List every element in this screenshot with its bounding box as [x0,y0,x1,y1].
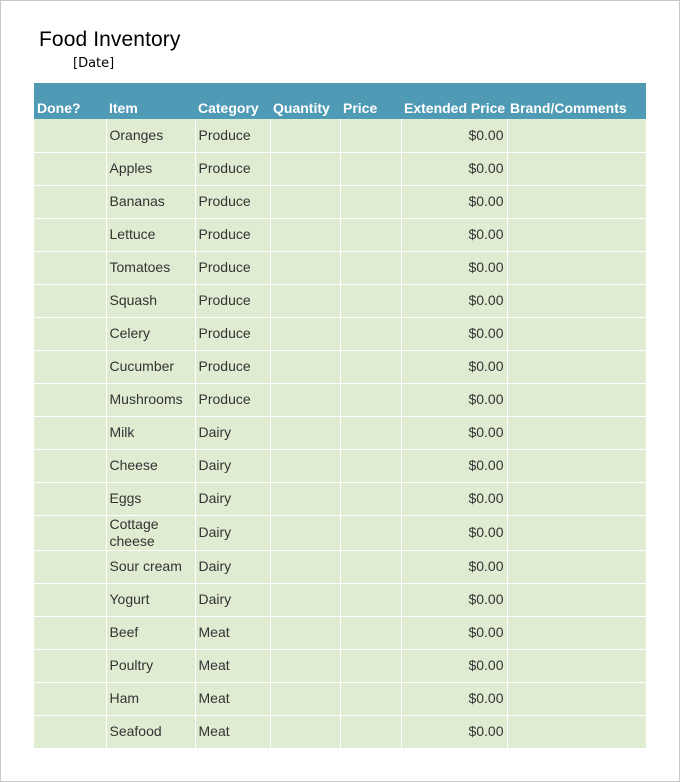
cell-price[interactable] [340,715,401,748]
table-row [34,152,646,185]
cell-quantity[interactable] [270,682,340,715]
cell-price[interactable] [340,185,401,218]
cell-quantity[interactable] [270,583,340,616]
header-done[interactable]: Done? [37,100,81,116]
date-field[interactable]: [Date] [73,56,115,71]
cell-price[interactable] [340,550,401,583]
cell-category[interactable]: Meat [195,649,270,682]
cell-category[interactable]: Produce [195,284,270,317]
cell-brand-comments[interactable] [507,550,646,583]
cell-category[interactable]: Produce [195,317,270,350]
cell-price[interactable] [340,251,401,284]
header-item[interactable]: Item [109,100,138,116]
cell-done[interactable] [34,449,106,482]
table-row [34,185,646,218]
cell-extended-price[interactable]: $0.00 [401,383,507,416]
cell-quantity[interactable] [270,284,340,317]
cell-brand-comments[interactable] [507,350,646,383]
table-row [34,616,646,649]
cell-extended-price[interactable]: $0.00 [401,550,507,583]
cell-item[interactable]: Ham [106,682,195,715]
table-row [34,649,646,682]
table-body [34,119,646,748]
table-row [34,416,646,449]
cell-price[interactable] [340,482,401,515]
cell-category[interactable]: Dairy [195,515,270,550]
cell-price[interactable] [340,515,401,550]
header-price[interactable]: Price [343,100,378,116]
cell-brand-comments[interactable] [507,251,646,284]
cell-done[interactable] [34,317,106,350]
cell-extended-price[interactable]: $0.00 [401,218,507,251]
cell-done[interactable] [34,383,106,416]
cell-item[interactable]: Oranges [106,119,195,152]
cell-quantity[interactable] [270,482,340,515]
cell-quantity[interactable] [270,649,340,682]
cell-price[interactable] [340,218,401,251]
cell-quantity[interactable] [270,550,340,583]
cell-price[interactable] [340,350,401,383]
cell-brand-comments[interactable] [507,185,646,218]
cell-brand-comments[interactable] [507,515,646,550]
table-row [34,715,646,748]
cell-brand-comments[interactable] [507,449,646,482]
cell-brand-comments[interactable] [507,649,646,682]
cell-category[interactable]: Dairy [195,449,270,482]
cell-item[interactable]: Bananas [106,185,195,218]
cell-price[interactable] [340,649,401,682]
cell-category[interactable]: Dairy [195,416,270,449]
cell-done[interactable] [34,616,106,649]
cell-price[interactable] [340,284,401,317]
cell-brand-comments[interactable] [507,482,646,515]
table-row [34,218,646,251]
cell-brand-comments[interactable] [507,152,646,185]
cell-quantity[interactable] [270,152,340,185]
cell-item[interactable]: Eggs [106,482,195,515]
cell-extended-price[interactable]: $0.00 [401,682,507,715]
cell-brand-comments[interactable] [507,218,646,251]
cell-price[interactable] [340,152,401,185]
cell-extended-price[interactable]: $0.00 [401,482,507,515]
cell-done[interactable] [34,649,106,682]
cell-quantity[interactable] [270,317,340,350]
cell-quantity[interactable] [270,251,340,284]
cell-extended-price[interactable]: $0.00 [401,416,507,449]
cell-brand-comments[interactable] [507,682,646,715]
cell-item[interactable]: Poultry [106,649,195,682]
cell-extended-price[interactable]: $0.00 [401,649,507,682]
cell-extended-price[interactable]: $0.00 [401,119,507,152]
cell-done[interactable] [34,682,106,715]
cell-quantity[interactable] [270,119,340,152]
cell-done[interactable] [34,715,106,748]
cell-item[interactable]: Apples [106,152,195,185]
cell-brand-comments[interactable] [507,583,646,616]
cell-item[interactable]: Cottage cheese [106,515,195,550]
cell-brand-comments[interactable] [507,317,646,350]
cell-category[interactable]: Produce [195,119,270,152]
cell-extended-price[interactable]: $0.00 [401,185,507,218]
cell-category[interactable]: Produce [195,152,270,185]
cell-done[interactable] [34,482,106,515]
cell-quantity[interactable] [270,218,340,251]
table-row [34,682,646,715]
cell-category[interactable]: Dairy [195,550,270,583]
cell-extended-price[interactable]: $0.00 [401,350,507,383]
cell-brand-comments[interactable] [507,416,646,449]
cell-brand-comments[interactable] [507,715,646,748]
cell-price[interactable] [340,416,401,449]
cell-brand-comments[interactable] [507,284,646,317]
cell-extended-price[interactable]: $0.00 [401,449,507,482]
cell-category[interactable]: Meat [195,682,270,715]
cell-brand-comments[interactable] [507,616,646,649]
cell-category[interactable]: Produce [195,185,270,218]
header-brand-comments[interactable]: Brand/Comments [510,100,627,116]
cell-quantity[interactable] [270,350,340,383]
cell-item[interactable]: Squash [106,284,195,317]
cell-item[interactable]: Tomatoes [106,251,195,284]
cell-price[interactable] [340,119,401,152]
cell-extended-price[interactable]: $0.00 [401,583,507,616]
cell-done[interactable] [34,416,106,449]
cell-item[interactable]: Lettuce [106,218,195,251]
cell-item[interactable]: Yogurt [106,583,195,616]
cell-quantity[interactable] [270,449,340,482]
cell-category[interactable]: Produce [195,251,270,284]
cell-done[interactable] [34,185,106,218]
table-row [34,317,646,350]
cell-price[interactable] [340,682,401,715]
cell-item[interactable]: Celery [106,317,195,350]
cell-item[interactable]: Milk [106,416,195,449]
cell-done[interactable] [34,284,106,317]
table-row [34,550,646,583]
table-row [34,515,646,550]
cell-extended-price[interactable]: $0.00 [401,715,507,748]
cell-price[interactable] [340,317,401,350]
table-row [34,482,646,515]
cell-category[interactable]: Meat [195,616,270,649]
cell-item[interactable]: Mushrooms [106,383,195,416]
cell-quantity[interactable] [270,715,340,748]
cell-price[interactable] [340,383,401,416]
cell-done[interactable] [34,515,106,550]
table-row [34,251,646,284]
cell-quantity[interactable] [270,416,340,449]
table-row [34,284,646,317]
cell-item[interactable]: Beef [106,616,195,649]
cell-item[interactable]: Sour cream [106,550,195,583]
cell-extended-price[interactable]: $0.00 [401,515,507,550]
cell-extended-price[interactable]: $0.00 [401,616,507,649]
document-title[interactable]: Food Inventory [39,28,181,51]
cell-done[interactable] [34,583,106,616]
cell-item[interactable]: Cheese [106,449,195,482]
cell-category[interactable]: Dairy [195,583,270,616]
cell-done[interactable] [34,152,106,185]
cell-extended-price[interactable]: $0.00 [401,284,507,317]
cell-category[interactable]: Meat [195,715,270,748]
cell-quantity[interactable] [270,383,340,416]
table-row [34,583,646,616]
cell-category[interactable]: Dairy [195,482,270,515]
cell-category[interactable]: Produce [195,218,270,251]
table-header-row [34,83,646,119]
cell-category[interactable]: Produce [195,383,270,416]
header-extended-price[interactable]: Extended Price [404,100,506,116]
cell-done[interactable] [34,119,106,152]
cell-quantity[interactable] [270,616,340,649]
cell-price[interactable] [340,616,401,649]
header-quantity[interactable]: Quantity [273,100,330,116]
cell-item[interactable]: Seafood [106,715,195,748]
cell-category[interactable]: Produce [195,350,270,383]
cell-quantity[interactable] [270,515,340,550]
cell-extended-price[interactable]: $0.00 [401,317,507,350]
cell-extended-price[interactable]: $0.00 [401,251,507,284]
table-row [34,449,646,482]
inventory-table [34,83,646,749]
cell-brand-comments[interactable] [507,383,646,416]
table-row [34,383,646,416]
cell-item[interactable]: Cucumber [106,350,195,383]
cell-price[interactable] [340,449,401,482]
cell-brand-comments[interactable] [507,119,646,152]
cell-done[interactable] [34,218,106,251]
table-row [34,350,646,383]
table-row [34,119,646,152]
cell-done[interactable] [34,350,106,383]
cell-extended-price[interactable]: $0.00 [401,152,507,185]
cell-done[interactable] [34,550,106,583]
cell-price[interactable] [340,583,401,616]
cell-quantity[interactable] [270,185,340,218]
cell-done[interactable] [34,251,106,284]
header-category[interactable]: Category [198,100,259,116]
